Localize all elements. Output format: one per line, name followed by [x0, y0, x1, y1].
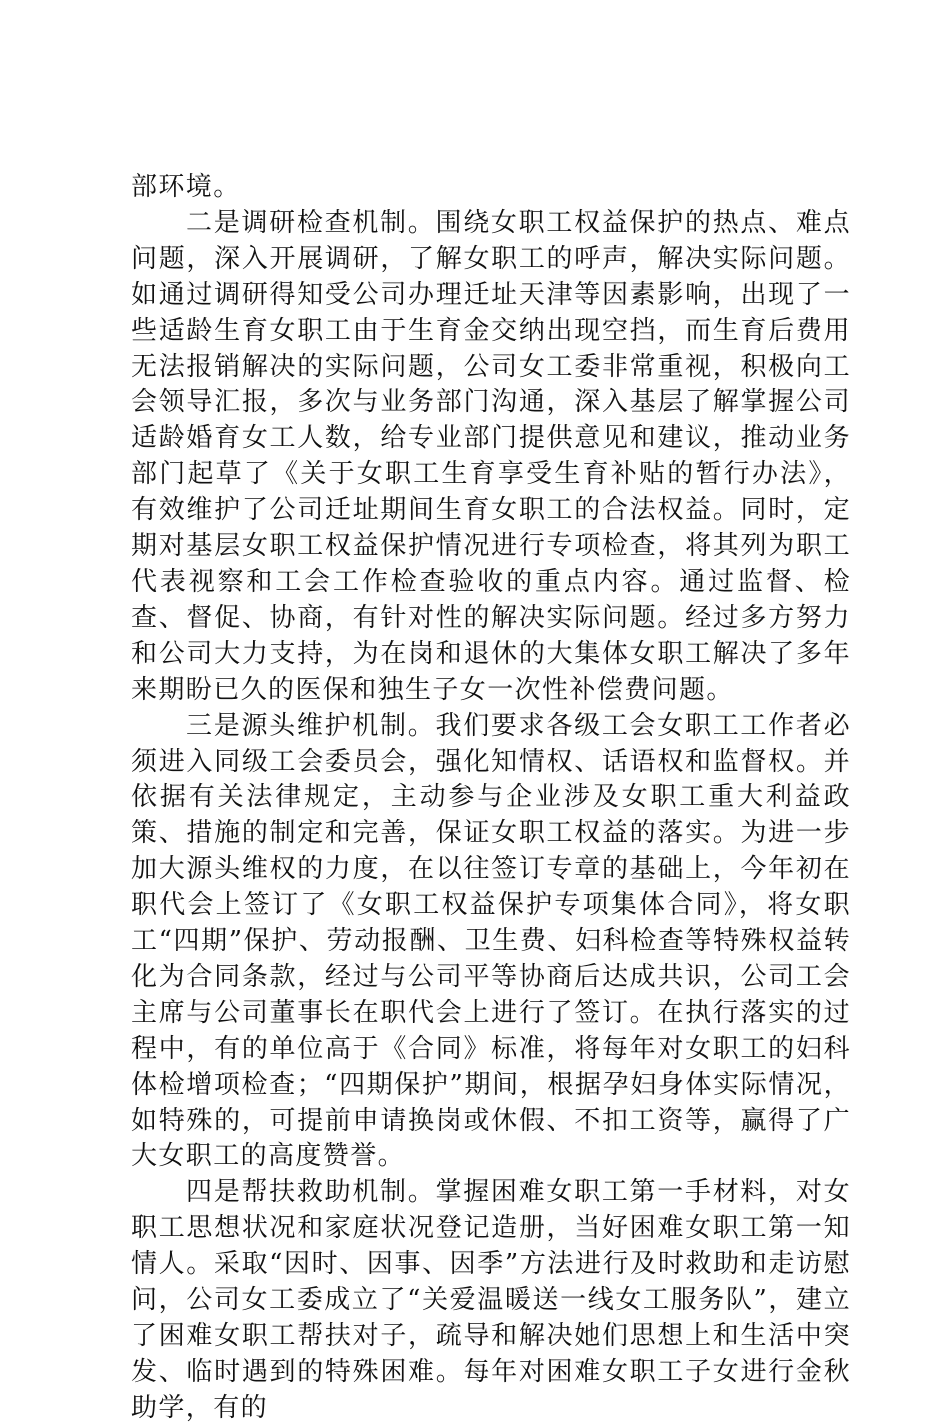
paragraph-research-inspection: 二是调研检查机制。围绕女职工权益保护的热点、难点问题，深入开展调研，了解女职工的呼声，解决实际问题。如通过调研得知受公司办理迁址天津等因素影响，出现了一些适龄生育女职工由于生育金交纳出现空挡，而生育后费用无法报销解决的实际问题，公司女工委非常重视，积极向工会领导汇报，多次与业务部门沟通，深入基层了解掌握公司适龄婚育女工人数，给专业部门提供意见和建议，推动业务部门起草了《关于女职工生育享受生育补贴的暂行办法》，有效维护了公司迁址期间生育女职工的合法权益。同时，定期对基层女职工权益保护情况进行专项检查，将其列为职工代表视察和工会工作检查验收的重点内容。通过监督、检查、督促、协商，有针对性的解决实际问题。经过多方努力和公司大力支持，为在岗和退休的大集体女职工解决了多年来期盼已久的医保和独生子女一次性补偿费问题。 — [131, 207, 851, 705]
paragraph-source-protection: 三是源头维护机制。我们要求各级工会女职工工作者必须进入同级工会委员会，强化知情权、话语权和监督权。并依据有关法律规定，主动参与企业涉及女职工重大利益政策、措施的制定和完善，保证女职工权益的落实。为进一步加大源头维权的力度，在以往签订专章的基础上，今年初在职代会上签订了《女职工权益保护专项集体合同》，将女职工“四期”保护、劳动报酬、卫生费、妇科检查等特殊权益转化为合同条款，经过与公司平等协商后达成共识，公司工会主席与公司董事长在职代会上进行了签订。在执行落实的过程中，有的单位高于《合同》标准，将每年对女职工的妇科体检增项检查；“四期保护”期间，根据孕妇身体实际情况，如特殊的，可提前申请换岗或休假、不扣工资等，赢得了广大女职工的高度赞誉。 — [131, 710, 851, 1172]
paragraph-continuation: 部环境。 — [131, 172, 241, 202]
document-body — [131, 170, 851, 1427]
paragraph-assistance-relief: 四是帮扶救助机制。掌握困难女职工第一手材料，对女职工思想状况和家庭状况登记造册，当好困难女职工第一知情人。采取“因时、因事、因季”方法进行及时救助和走访慰问，公司女工委成立了“关爱温暖送一线女工服务队”，建立了困难女职工帮扶对子，疏导和解决她们思想上和生活中突发、临时遇到的特殊困难。每年对困难女职工子女进行金秋助学，有的 — [131, 1177, 851, 1423]
